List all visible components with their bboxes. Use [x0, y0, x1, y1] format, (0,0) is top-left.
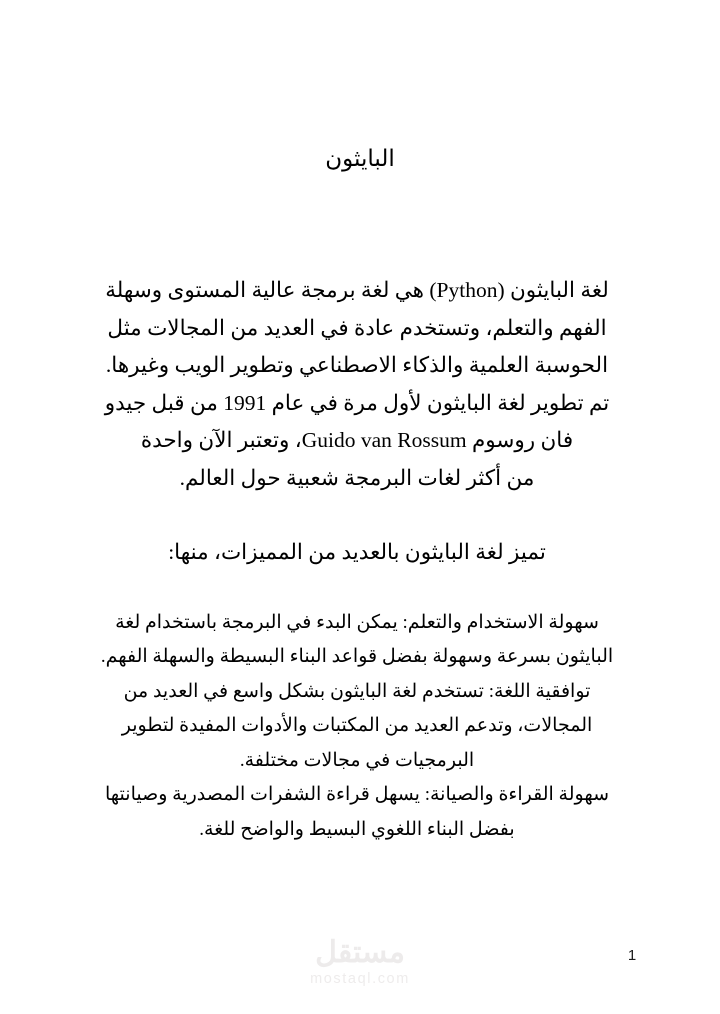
features-spacer: [88, 572, 626, 606]
intro-line-6: من أكثر لغات البرمجة شعبية حول العالم.: [179, 465, 535, 490]
watermark-domain-text: mostaql.com: [310, 971, 410, 987]
intro-line-3: الحوسبة العلمية والذكاء الاصطناعي وتطوير الويب وغيرها.: [105, 353, 609, 377]
features-list: [88, 606, 626, 848]
list-item: سهولة القراءة والصيانة: يسهل قراءة الشفرات المصدرية وصيانتها بفضل البناء اللغوي البسيط والواضح للغة.: [105, 784, 609, 840]
page-footer: [0, 928, 720, 1014]
intro-line-4: تم تطوير لغة البايثون لأول مرة في عام 1991 من قبل جيدو: [104, 390, 610, 415]
intro-line-5: فان روسوم Guido van Rossum، وتعتبر الآن واحدة: [140, 428, 574, 452]
list-item: توافقية اللغة: تستخدم لغة البايثون بشكل واسع في العديد من المجالات، وتدعم العديد من المكتبات والأدوات المفيدة لتطوير البرمجيات في مجالات مختلفة.: [121, 680, 593, 771]
intro-paragraph: [88, 272, 626, 497]
document-body: [88, 272, 626, 847]
page-number: 1: [627, 947, 637, 964]
intro-line-1: لغة البايثون (Python) هي لغة برمجة عالية المستوى وسهلة: [105, 278, 609, 302]
intro-line-2: الفهم والتعلم، وتستخدم عادة في العديد من المجالات مثل: [107, 315, 607, 340]
watermark-logo-text: مستقل: [315, 936, 405, 969]
features-lead-paragraph: تميز لغة البايثون بالعديد من المميزات، منها:: [168, 540, 546, 564]
list-item: سهولة الاستخدام والتعلم: يمكن البدء في البرمجة باستخدام لغة البايثون بسرعة وسهولة بفضل قواعد البناء البسيطة والسهلة الفهم.: [100, 611, 614, 667]
paragraph-spacer: [88, 497, 626, 534]
page-title: البايثون: [325, 146, 395, 172]
